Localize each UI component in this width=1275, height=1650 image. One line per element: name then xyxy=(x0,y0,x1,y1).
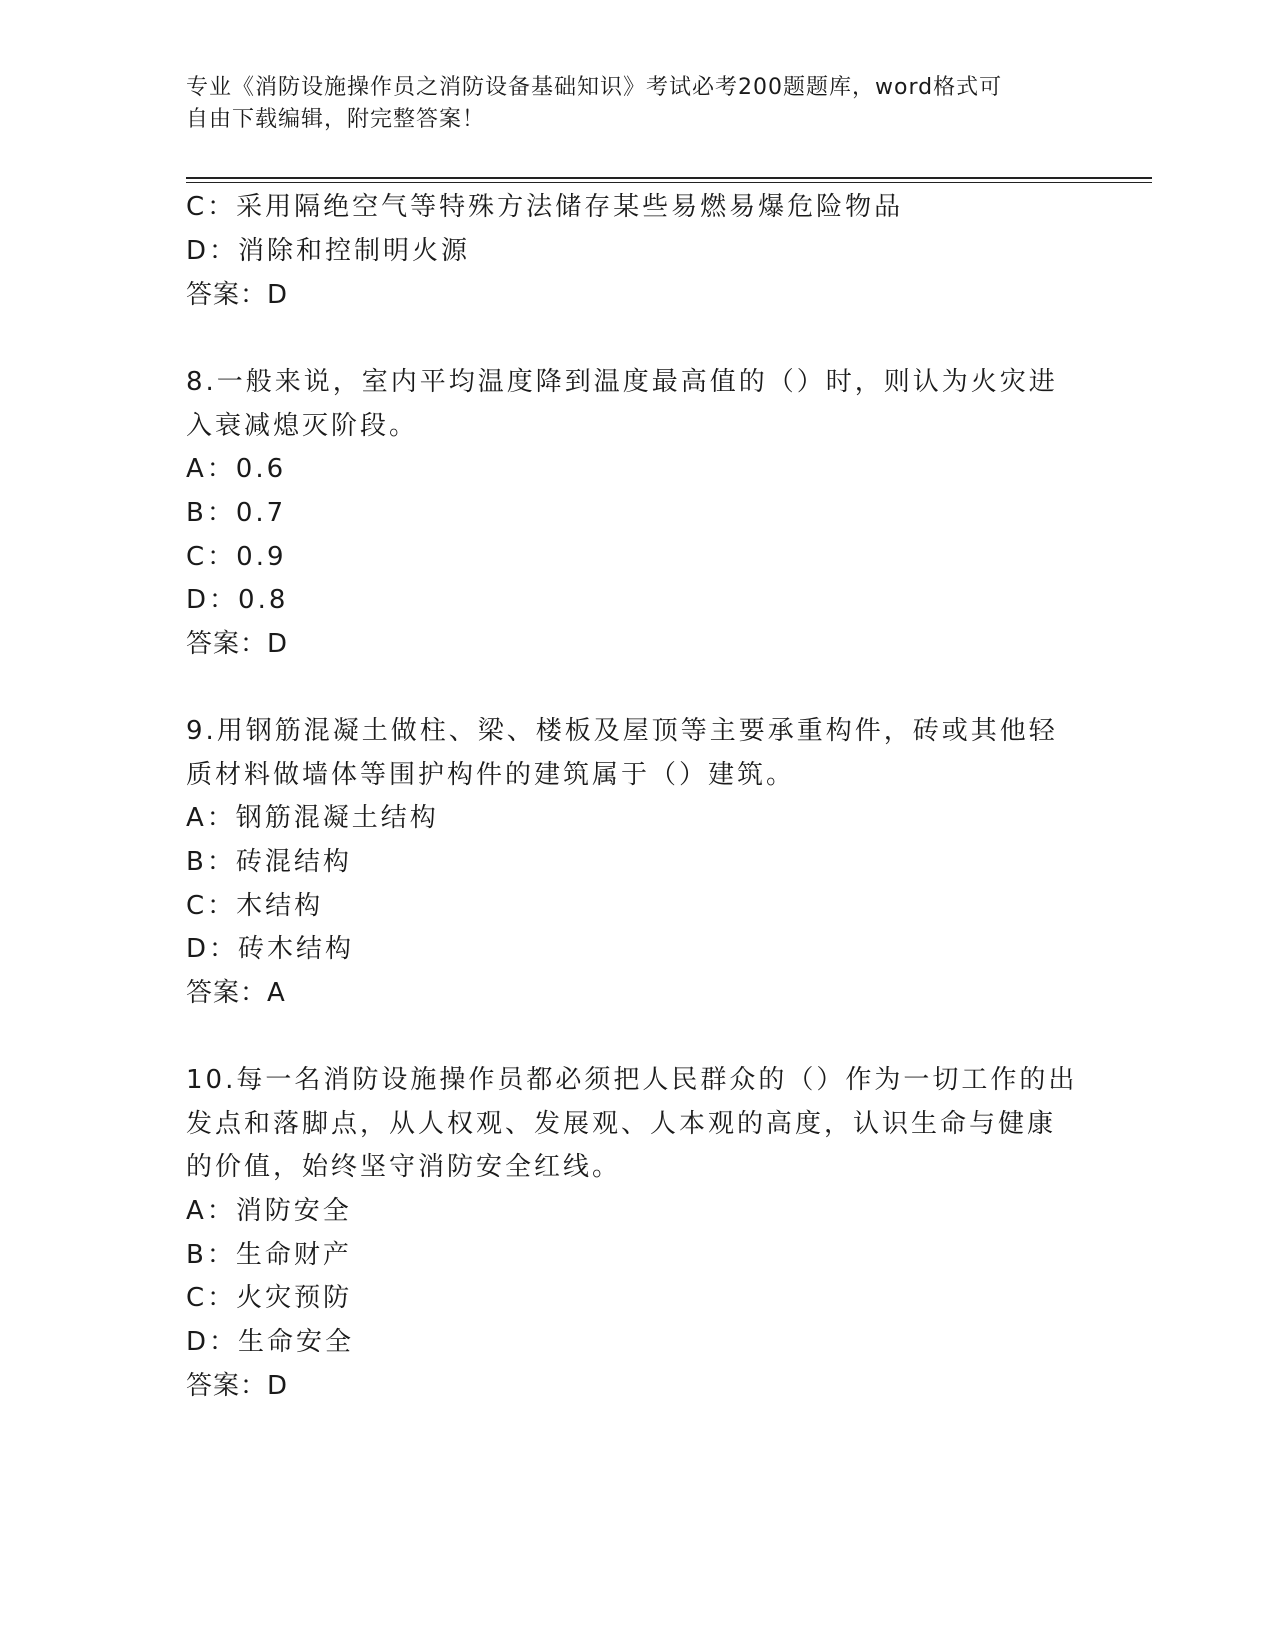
q10-option-c: C：火灾预防 xyxy=(186,1283,353,1313)
q10-stem-line-2: 发点和落脚点，从人权观、发展观、人本观的高度，认识生命与健康 xyxy=(186,1109,1057,1139)
header-divider-thick xyxy=(186,177,1152,179)
q8-stem-line-1: 8.一般来说，室内平均温度降到温度最高值的（）时，则认为火灾进 xyxy=(186,367,1058,397)
q10-answer: 答案：D xyxy=(186,1371,289,1401)
q9-answer: 答案：A xyxy=(186,978,286,1008)
q9-stem-line-1: 9.用钢筋混凝土做柱、梁、楼板及屋顶等主要承重构件，砖或其他轻 xyxy=(186,716,1058,746)
q8-option-a: A：0.6 xyxy=(186,454,287,484)
q9-option-a: A：钢筋混凝土结构 xyxy=(186,803,439,833)
q10-stem-line-1: 10.每一名消防设施操作员都必须把人民群众的（）作为一切工作的出 xyxy=(186,1065,1078,1095)
q10-stem-line-3: 的价值，始终坚守消防安全红线。 xyxy=(186,1152,622,1182)
q10-option-a: A：消防安全 xyxy=(186,1196,352,1226)
q8-option-b: B：0.7 xyxy=(186,498,287,528)
prev-option-d: D：消除和控制明火源 xyxy=(186,236,471,266)
prev-option-c: C：采用隔绝空气等特殊方法储存某些易燃易爆危险物品 xyxy=(186,192,904,222)
q9-option-c: C：木结构 xyxy=(186,891,324,921)
q10-option-d: D：生命安全 xyxy=(186,1327,355,1357)
document-header xyxy=(186,72,1066,136)
header-line-2: 自由下载编辑，附完整答案！ xyxy=(186,107,486,132)
q9-option-b: B：砖混结构 xyxy=(186,847,352,877)
q8-option-c: C：0.9 xyxy=(186,542,287,572)
q8-stem-line-2: 入衰减熄灭阶段。 xyxy=(186,411,419,441)
q9-option-d: D：砖木结构 xyxy=(186,934,355,964)
q10-option-b: B：生命财产 xyxy=(186,1240,352,1270)
header-line-1: 专业《消防设施操作员之消防设备基础知识》考试必考200题题库，word格式可 xyxy=(186,75,1003,100)
prev-answer: 答案：D xyxy=(186,280,289,310)
q8-option-d: D：0.8 xyxy=(186,585,289,615)
q9-stem-line-2: 质材料做墙体等围护构件的建筑属于（）建筑。 xyxy=(186,760,796,790)
q8-answer: 答案：D xyxy=(186,629,289,659)
header-divider-thin xyxy=(186,182,1152,183)
